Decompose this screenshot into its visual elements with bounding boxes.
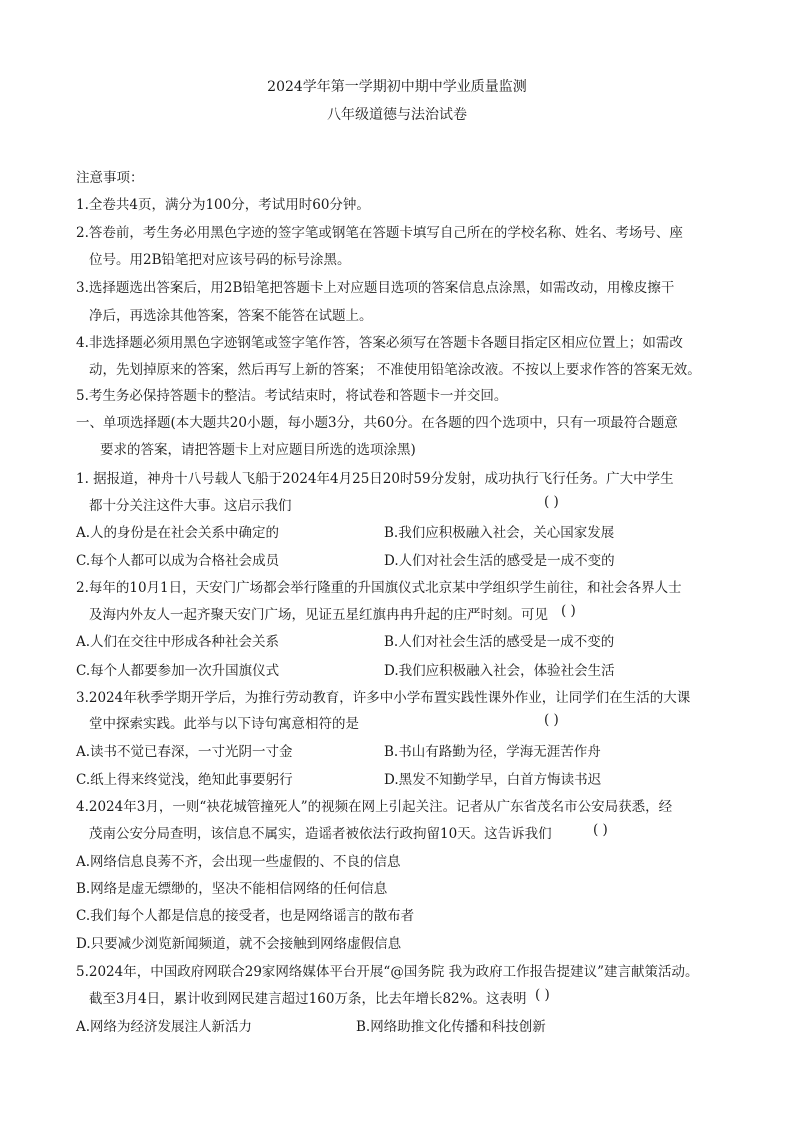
question-1-answer-blank: ( ) [544,494,559,510]
question-3-answer-blank: ( ) [544,712,559,728]
notice-item-4-cont: 动，先划掉原来的答案，然后再写上新的答案； 不准使用铅笔涂改液。不按以上要求作答的答案无效。 [89,362,701,378]
exam-subtitle: 八年级道德与法治试卷 [327,107,467,123]
question-4-stem-cont: 茂南公安分局查明，该信息不属实，造谣者被依法行政拘留10天。这告诉我们 [89,826,552,842]
question-5-stem-cont: 截至3月4日，累计收到网民建言超过160万条，比去年增长82%。这表明 [89,991,527,1007]
question-3-stem-cont: 堂中探索实践。此举与以下诗句寓意相符的是 [89,716,359,732]
question-3-option-a: A.读书不觉已春深，一寸光阴一寸金 [76,744,293,760]
question-2-stem: 2.每年的10月1日，天安门广场都会举行隆重的升国旗仪式北京某中学组织学生前往，和社会各界人士 [76,580,682,596]
question-3-stem: 3.2024年秋季学期开学后，为推行劳动教育，许多中小学布置实践性课外作业，让同学们在生活的大课 [76,690,691,706]
question-5-stem: 5.2024年，中国政府网联合29家网络媒体平台开展“@国务院 我为政府工作报告提建议”建言献策活动。 [76,964,699,980]
question-1-stem-cont: 都十分关注这件大事。这启示我们 [89,498,292,514]
notice-item-1: 1.全卷共4页，满分为100分，考试用时60分钟。 [76,197,370,213]
question-5-answer-blank: ( ) [535,987,550,1003]
question-4-stem: 4.2024年3月，一则“袂花城管撞死人”的视频在网上引起关注。记者从广东省茂名市公安局获悉，经 [76,799,673,815]
section-heading: 一、单项选择题(本大题共20小题，每小题3分，共60分。在各题的四个选项中，只有一项最符合题意 [76,415,678,431]
question-1-stem: 1. 据报道，神舟十八号载人飞船于2024年4月25日20时59分发射，成功执行飞行任务。广大中学生 [76,471,674,487]
question-2-answer-blank: ( ) [561,603,576,619]
question-4-option-b: B.网络是虚无缥缈的，坚决不能相信网络的任何信息 [76,881,388,897]
notice-item-3: 3.选择题选出答案后，用2B铅笔把答题卡上对应题目选项的答案信息点涂黑，如需改动，用橡皮擦干 [76,280,675,296]
notice-heading: 注意事项： [76,170,144,186]
question-3-option-c: C.纸上得来终觉浅，绝知此事要躬行 [76,772,293,788]
question-1-option-a: A.人的身份是在社会关系中确定的 [76,525,280,541]
question-2-option-a: A.人们在交往中形成各种社会关系 [76,634,280,650]
question-2-option-b: B.人们对社会生活的感受是一成不变的 [384,634,615,650]
question-1-option-d: D.人们对社会生活的感受是一成不变的 [384,553,615,569]
notice-item-5: 5.考生务必保持答题卡的整洁。考试结束时，将试卷和答题卡一并交回。 [76,388,508,404]
question-2-option-d: D.我们应积极融入社会，体验社会生活 [384,663,615,679]
notice-item-2: 2.答卷前，考生务必用黑色字迹的签字笔或钢笔在答题卡填写自己所在的学校名称、姓名、考场号、座 [76,225,683,241]
question-4-answer-blank: ( ) [593,822,608,838]
question-5-option-b: B.网络助推文化传播和科技创新 [356,1019,546,1035]
question-5-option-a: A.网络为经济发展注人新活力 [76,1019,253,1035]
question-3-option-d: D.黑发不知勤学早，白首方悔读书迟 [384,772,602,788]
question-4-option-d: D.只要减少浏览新闻频道，就不会接触到网络虚假信息 [76,936,402,952]
question-3-option-b: B.书山有路勤为径，学海无涯苦作舟 [384,744,601,760]
question-4-option-c: C.我们每个人都是信息的接受者，也是网络谣言的散布者 [76,908,415,924]
notice-item-4: 4.非选择题必须用黑色字迹钢笔或签字笔作答，答案必须写在答题卡各题目指定区相应位置上；如需改 [76,335,683,351]
question-2-option-c: C.每个人都要参加一次升国旗仪式 [76,663,280,679]
question-4-option-a: A.网络信息良莠不齐，会出现一些虚假的、不良的信息 [76,854,401,870]
question-2-stem-cont: 及海内外友人一起齐聚天安门广场，见证五星红旗冉冉升起的庄严时刻。可见 [89,607,548,623]
question-1-option-b: B.我们应积极融入社会，关心国家发展 [384,525,615,541]
notice-item-2-cont: 位号。用2B铅笔把对应该号码的标号涂黑。 [89,252,351,268]
question-1-option-c: C.每个人都可以成为合格社会成员 [76,553,280,569]
notice-item-3-cont: 净后，再选涂其他答案，答案不能答在试题上。 [89,308,373,324]
section-heading-cont: 要求的答案，请把答题卡上对应题目所选的选项涂黑) [100,442,416,458]
exam-title: 2024学年第一学期初中期中学业质量监测 [267,79,527,95]
